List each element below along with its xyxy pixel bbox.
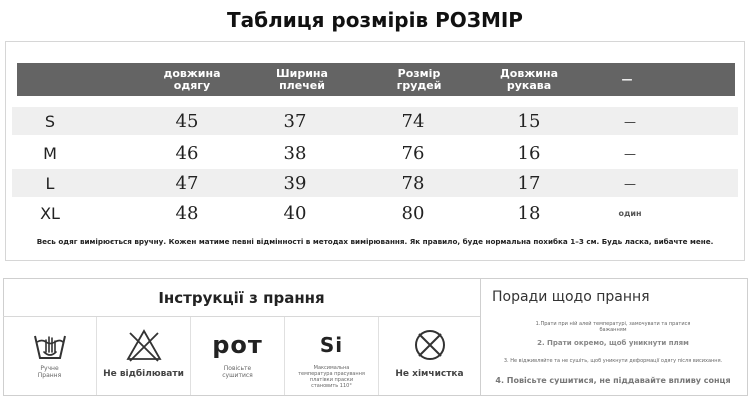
table-row	[12, 169, 738, 197]
care-item-no-bleach	[97, 317, 191, 395]
care-item-hand-wash	[3, 317, 97, 395]
hand-wash-caption: Ручне Прання	[37, 365, 62, 379]
no-bleach-label: Не відбілювати	[103, 369, 184, 379]
header-extra: —	[621, 72, 633, 86]
size-table-header	[17, 63, 735, 96]
measurement-note: Весь одяг вимірюється вручну. Кожен матиме певні відмінності в методах вимірювання. Як правило, буде нормальна похибка 1–3 см. Будь ласка, вибачте мене.	[36, 237, 714, 246]
shoulder-value: 37	[283, 111, 307, 132]
care-item-no-dry-clean	[379, 317, 480, 395]
hang-dry-caption: Повісьте сушитися	[222, 365, 253, 379]
chest-value: 78	[401, 173, 425, 194]
tips-title: Поради щодо прання	[492, 289, 650, 305]
length-value: 48	[175, 203, 199, 224]
size-label: M	[43, 144, 57, 163]
care-divider	[480, 278, 481, 396]
shoulder-value: 38	[283, 143, 307, 164]
care-item-iron	[285, 317, 379, 395]
tip-item: 3. Не відживляйте та не сушіть, щоб уникнути деформації одягу після висихання.	[503, 358, 723, 364]
table-row	[12, 107, 738, 135]
sleeve-value: 16	[517, 143, 541, 164]
header-length: довжина одягу	[163, 66, 221, 92]
tip-item: 1.Прати при ній алей температурі, замочувати та пратися бажанням	[535, 321, 691, 333]
iron-caption: Максимальна температура прасування платівки праски становить 110°	[298, 365, 365, 389]
extra-value: —	[624, 115, 636, 129]
hang-dry-icon	[212, 325, 263, 365]
extra-value: —	[624, 177, 636, 191]
extra-value: —	[624, 147, 636, 161]
tip-item: 4. Повісьте сушитися, не піддавайте впливу сонця	[495, 376, 731, 385]
care-title: Інструкції з прання	[158, 289, 325, 307]
iron-icon	[320, 325, 343, 365]
no-dry-clean-label: Не хімчистка	[395, 369, 464, 379]
sleeve-value: 18	[517, 203, 541, 224]
header-sleeve: Довжина рукава	[500, 66, 558, 92]
chest-value: 80	[401, 203, 425, 224]
iron-symbol: Si	[319, 333, 344, 357]
table-row	[12, 139, 738, 167]
tip-item: 2. Прати окремо, щоб уникнути плям	[537, 339, 689, 347]
table-row	[12, 199, 738, 227]
length-value: 47	[175, 173, 199, 194]
chest-value: 76	[401, 143, 425, 164]
extra-value: один	[618, 209, 642, 218]
length-value: 46	[175, 143, 199, 164]
shoulder-value: 39	[283, 173, 307, 194]
header-shoulder: Ширина плечей	[276, 66, 328, 92]
sleeve-value: 17	[517, 173, 541, 194]
size-label: L	[45, 174, 55, 193]
size-label: XL	[40, 204, 60, 223]
header-chest: Розмір грудей	[396, 66, 442, 92]
page-title: Таблиця розмірів РОЗМІР	[227, 8, 523, 32]
chest-value: 74	[401, 111, 425, 132]
size-label: S	[44, 112, 56, 131]
hang-dry-symbol: рот	[212, 331, 263, 359]
hand-wash-icon	[32, 325, 68, 365]
length-value: 45	[175, 111, 199, 132]
sleeve-value: 15	[517, 111, 541, 132]
no-bleach-icon	[125, 325, 163, 365]
no-dry-clean-icon	[412, 325, 448, 365]
care-item-hang-dry	[191, 317, 285, 395]
shoulder-value: 40	[283, 203, 307, 224]
